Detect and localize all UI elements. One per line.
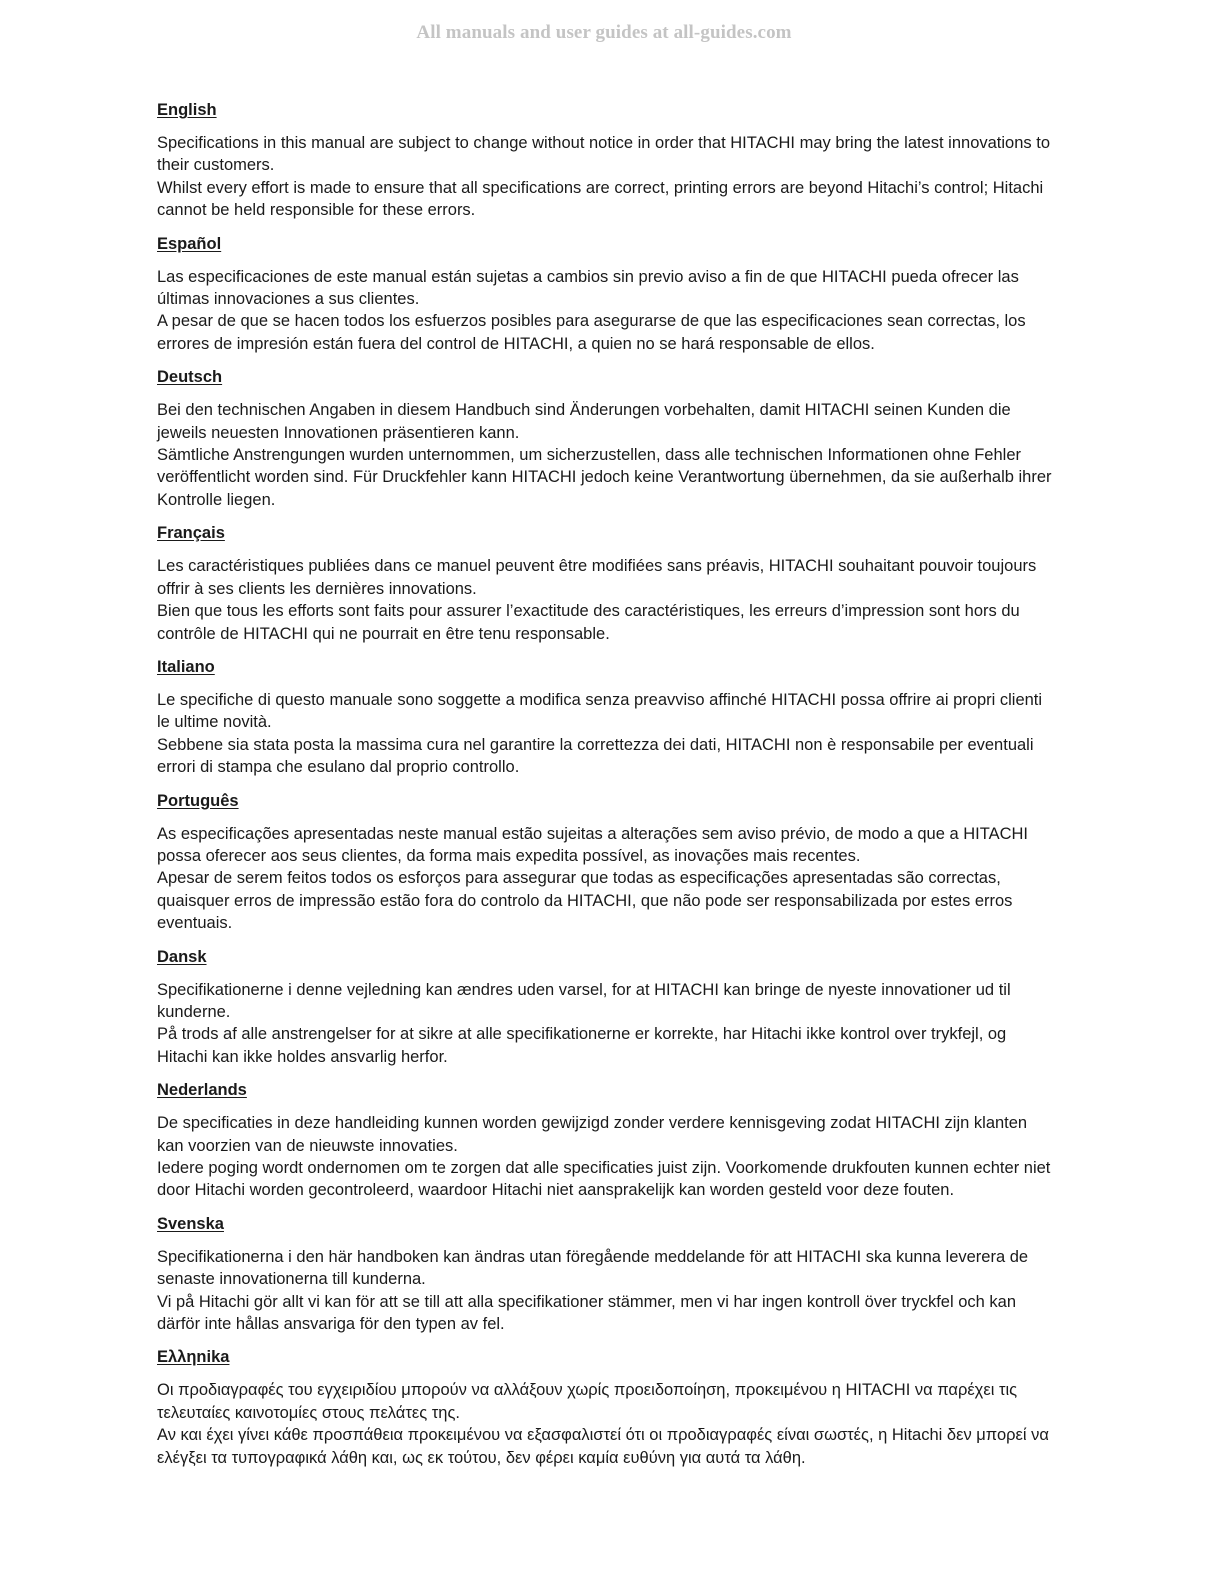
section-paragraph-1: Specifikationerna i den här handboken kan ändras utan föregående meddelande för att HITACHI ska kunna leverera de senaste innovationerna till kunderna.: [157, 1247, 1029, 1289]
section-heading: Nederlands: [157, 1081, 247, 1100]
section-heading: Italiano: [157, 657, 215, 676]
section-espanol: [157, 233, 1053, 356]
section-paragraph-1: Bei den technischen Angaben in diesem Handbuch sind Änderungen vorbehalten, damit HITACHI seinen Kunden die jeweils neuesten Innovationen präsentieren kann.: [157, 401, 1011, 442]
section-deutsch: [157, 366, 1053, 511]
section-francais: [157, 522, 1053, 645]
section-paragraph-2: A pesar de que se hacen todos los esfuerzos posibles para asegurarse de que las especificaciones sean correctas, los errores de impresión están fuera del control de HITACHI, a quien no se hará responsable de ellos.: [157, 312, 1026, 353]
document-body: [157, 99, 1053, 1469]
section-ellinika: [157, 1346, 1053, 1469]
section-paragraph-2: Iedere poging wordt ondernomen om te zorgen dat alle specificaties juist zijn. Voorkomende drukfouten kunnen echter niet door Hitachi worden gecontroleerd, waardoor Hitachi niet aansprakelijk kan worden gesteld voor deze fouten.: [157, 1159, 1051, 1200]
section-paragraph-1: Les caractéristiques publiées dans ce manuel peuvent être modifiées sans préavis, HITACHI souhaitant pouvoir toujours offrir à ses clients les dernières innovations.: [157, 557, 1037, 598]
section-heading: Español: [157, 234, 222, 253]
section-paragraph-2: Apesar de serem feitos todos os esforços para assegurar que todas as especificações apresentadas são correctas, quaisquer erros de impressão estão fora do controlo da HITACHI, que não pode ser responsabilizada por estes erros eventuais.: [157, 869, 1013, 933]
section-paragraph-1: Specifikationerne i denne vejledning kan ændres uden varsel, for at HITACHI kan bringe de nyeste innovationer ud til kunderne.: [157, 980, 1011, 1021]
section-paragraph-2: Αν και έχει γίνει κάθε προσπάθεια προκειμένου να εξασφαλιστεί ότι οι προδιαγραφές είναι σωστές, η Hitachi δεν μπορεί να ελέγξει τα τυπογραφικά λάθη και, ως εκ τούτου, δεν φέρει καμία ευθύνη για αυτά τα λάθη.: [157, 1426, 1049, 1467]
section-heading: Deutsch: [157, 368, 223, 387]
section-paragraph-2: Sebbene sia stata posta la massima cura nel garantire la correttezza dei dati, HITACHI non è responsabile per eventuali errori di stampa che esulano dal proprio controllo.: [157, 735, 1034, 777]
section-paragraph-1: Specifications in this manual are subject to change without notice in order that HITACHI may bring the latest innovations to their customers.: [157, 134, 1050, 175]
section-paragraph-1: As especificações apresentadas neste manual estão sujeitas a alterações sem aviso prévio, de modo a que a HITACHI possa oferecer aos seus clientes, da forma mais expedita possível, as inovações mais recentes.: [157, 824, 1028, 865]
section-dansk: [157, 946, 1053, 1069]
section-heading: Dansk: [157, 947, 207, 966]
section-paragraph-2: Vi på Hitachi gör allt vi kan för att se till att alla specifikationer stämmer, men vi har ingen kontroll över tryckfel och kan därför inte hållas ansvariga för den typen av fel.: [157, 1292, 1016, 1334]
section-svenska: [157, 1213, 1053, 1336]
section-portugues: [157, 790, 1053, 935]
section-heading: Ελληnika: [157, 1348, 230, 1367]
section-paragraph-1: Οι προδιαγραφές του εγχειριδίου μπορούν να αλλάξουν χωρίς προειδοποίηση, προκειμένου η HITACHI να παρέχει τις τελευταίες καινοτομίες στους πελάτες της.: [157, 1381, 1018, 1422]
watermark: All manuals and user guides at all-guides.com: [416, 22, 792, 43]
section-heading: Svenska: [157, 1214, 224, 1233]
section-paragraph-2: På trods af alle anstrengelser for at sikre at alle specifikationerne er korrekte, har Hitachi ikke kontrol over trykfejl, og Hitachi kan ikke holdes ansvarlig herfor.: [157, 1025, 1007, 1066]
section-heading: Português: [157, 791, 239, 810]
section-paragraph-1: Las especificaciones de este manual están sujetas a cambios sin previo aviso a fin de que HITACHI pueda ofrecer las últimas innovaciones a sus clientes.: [157, 267, 1019, 309]
section-heading: Français: [157, 524, 225, 543]
section-heading: English: [157, 101, 217, 119]
section-english: [157, 99, 1053, 222]
section-nederlands: [157, 1079, 1053, 1202]
section-paragraph-2: Sämtliche Anstrengungen wurden unternommen, um sicherzustellen, dass alle technischen Informationen ohne Fehler veröffentlicht worden sind. Für Druckfehler kann HITACHI jedoch keine Verantwortung übernehmen, da sie außerhalb ihrer Kontrolle liegen.: [157, 446, 1052, 509]
section-italiano: [157, 656, 1053, 779]
section-paragraph-1: Le specifiche di questo manuale sono soggette a modifica senza preavviso affinché HITACHI possa offrire ai propri clienti le ultime novità.: [157, 690, 1043, 732]
section-paragraph-2: Whilst every effort is made to ensure that all specifications are correct, printing errors are beyond Hitachi’s control; Hitachi cannot be held responsible for these errors.: [157, 178, 1044, 220]
section-paragraph-1: De specificaties in deze handleiding kunnen worden gewijzigd zonder verdere kennisgeving zodat HITACHI zijn klanten kan voorzien van de nieuwste innovaties.: [157, 1114, 1028, 1155]
section-paragraph-2: Bien que tous les efforts sont faits pour assurer l’exactitude des caractéristiques, les erreurs d’impression sont hors du contrôle de HITACHI qui ne pourrait en être tenu responsable.: [157, 602, 1020, 643]
